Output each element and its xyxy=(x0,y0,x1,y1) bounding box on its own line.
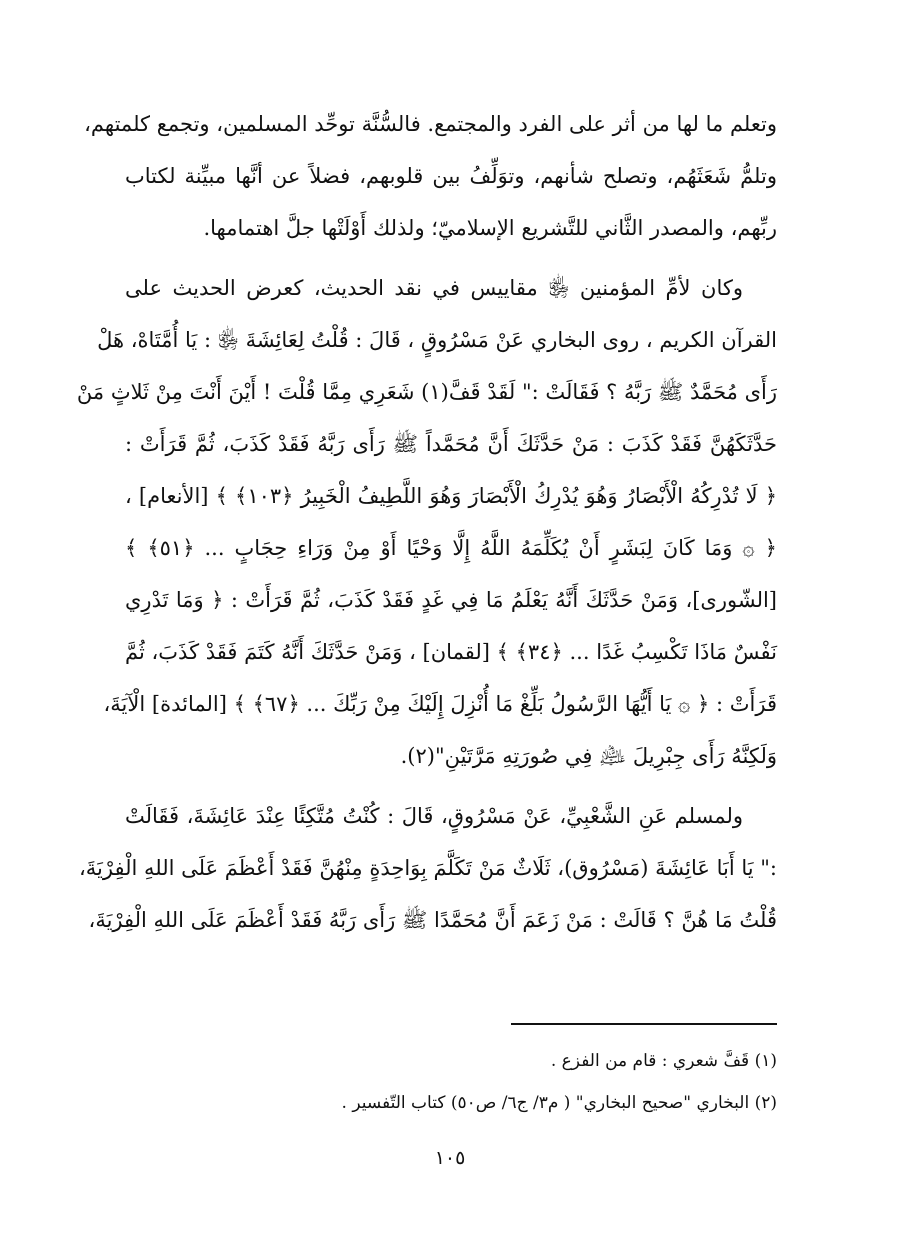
footnotes xyxy=(125,1040,777,1124)
text-line: ربِّهم، والمصدر الثَّاني للتَّشريع الإسلاميّ؛ ولذلك أَوْلَتْها جلَّ اهتمامها. xyxy=(203,216,777,240)
text-line: وكان لأمِّ المؤمنين ﵂ مقاييس في نقد الحديث، كعرض الحديث على xyxy=(125,276,743,300)
footnote-2: (٢) البخاري "صحيح البخاري" ( م٣/ ج٦/ ص٥٠) كتاب التّفسير . xyxy=(341,1093,777,1113)
text-line: نَفْسٌ مَاذَا تَكْسِبُ غَدًا ... ﴿٣٤﴾ ﴾ [لقمان] ، وَمَنْ حَدَّثَكَ أَنَّهُ كَتَمَ فَقَدْ كَذَبَ، ثُمَّ xyxy=(125,640,777,664)
quran-verse-line: ﴿ ۞ وَمَا كَانَ لِبَشَرٍ أَنْ يُكَلِّمَهُ اللَّهُ إِلَّا وَحْيًا أَوْ مِنْ وَرَاءِ حِجَابٍ ... ﴿٥١﴾ ﴾ xyxy=(125,536,777,560)
text-line: حَدَّثَكَهُنَّ فَقَدْ كَذَبَ : مَنْ حَدَّثَكَ أَنَّ مُحَمَّداً ﷺ رَأَى رَبَّهُ فَقَدْ كَذَبَ، ثُمَّ قَرَأَتْ : xyxy=(125,432,777,456)
text-line: القرآن الكريم ، روى البخاري عَنْ مَسْرُوقٍ ، قَالَ : قُلْتُ لِعَائِشَةَ ﵂ : يَا أُمَّتَاهْ، هَلْ xyxy=(97,328,777,352)
text-line: [الشّورى]، وَمَنْ حَدَّثَكَ أَنَّهُ يَعْلَمُ مَا فِي غَدٍ فَقَدْ كَذَبَ، ثُمَّ قَرَأَتْ : ﴿ وَمَا تَدْرِي xyxy=(125,588,777,612)
footnote-1: (١) قَفَّ شعري : قام من الفزع . xyxy=(550,1051,777,1071)
page-number: ١٠٥ xyxy=(434,1147,466,1169)
text-line: وتعلم ما لها من أثر على الفرد والمجتمع. فالسُّنَّة توحِّد المسلمين، وتجمع كلمتهم، xyxy=(84,112,777,136)
text-line: رَأَى مُحَمَّدٌ ﷺ رَبَّهُ ؟ فَقَالَتْ :" لَقَدْ قَفَّ(١) شَعَرِي مِمَّا قُلْتَ ! أَيْنَ أَنْتَ مِنْ ثَلاثٍ مَنْ xyxy=(76,380,777,404)
quran-verse-line: ﴿ لَا تُدْرِكُهُ الْأَبْصَارُ وَهُوَ يُدْرِكُ الْأَبْصَارَ وَهُوَ اللَّطِيفُ الْخَبِيرُ ﴿١٠٣﴾ ﴾ [الأنعام] ، xyxy=(125,484,777,508)
footnote-divider xyxy=(511,1023,777,1025)
page-body xyxy=(76,98,777,946)
text-line: وَلَكِنَّهُ رَأَى جِبْرِيلَ ﵇ فِي صُورَتِهِ مَرَّتَيْنِ"(٢). xyxy=(400,744,777,768)
text-line: قَرَأَتْ : ﴿ ۞ يَا أَيُّهَا الرَّسُولُ بَلِّغْ مَا أُنْزِلَ إِلَيْكَ مِنْ رَبِّكَ ... ﴿٦٧﴾ ﴾ [المائدة] الْآيَةَ، xyxy=(103,692,777,716)
text-line: ولمسلم عَنِ الشَّعْبِيِّ، عَنْ مَسْرُوقٍ، قَالَ : كُنْتُ مُتَّكِئًا عِنْدَ عَائِشَةَ، فَقَالَتْ xyxy=(125,804,743,828)
text-line: وتلمُّ شَعَثَهُم، وتصلح شأنهم، وتوَلِّفُ بين قلوبهم، فضلاً عن أنَّها مبيِّنة لكتاب xyxy=(125,164,777,188)
text-line: :" يَا أَبَا عَائِشَةَ (مَسْرُوق)، ثَلَاثٌ مَنْ تَكَلَّمَ بِوَاحِدَةٍ مِنْهُنَّ فَقَدْ أَعْظَمَ عَلَى اللهِ الْفِرْيَةَ، xyxy=(79,856,777,880)
text-line: قُلْتُ مَا هُنَّ ؟ قَالَتْ : مَنْ زَعَمَ أَنَّ مُحَمَّدًا ﷺ رَأَى رَبَّهُ فَقَدْ أَعْظَمَ عَلَى اللهِ الْفِرْيَةَ، xyxy=(88,908,777,932)
